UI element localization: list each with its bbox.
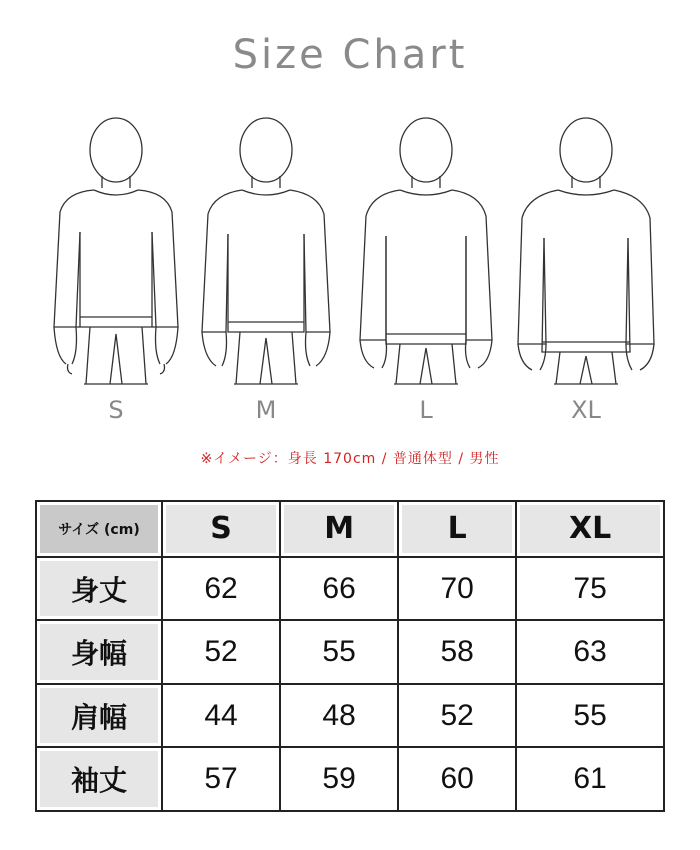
table-header-row — [37, 502, 665, 558]
page-title: Size Chart — [232, 32, 468, 78]
sweatshirt-model-icon — [36, 112, 196, 392]
column-header-m: M — [281, 502, 399, 558]
row-header: 身幅 — [37, 621, 163, 685]
size-illustrations — [0, 112, 700, 424]
table-cell: 44 — [163, 685, 281, 749]
table-cell: 59 — [281, 748, 399, 812]
table-cell: 48 — [281, 685, 399, 749]
figure-m — [186, 112, 346, 424]
sweatshirt-model-icon — [346, 112, 506, 392]
column-header-s: S — [163, 502, 281, 558]
table-cell: 52 — [399, 685, 517, 749]
table-cell: 62 — [163, 558, 281, 622]
table-cell: 70 — [399, 558, 517, 622]
table-cell: 55 — [281, 621, 399, 685]
size-table — [35, 500, 665, 812]
table-cell: 63 — [517, 621, 665, 685]
row-header: 肩幅 — [37, 685, 163, 749]
table-cell: 75 — [517, 558, 665, 622]
table-cell: 66 — [281, 558, 399, 622]
table-corner-label: サイズ (cm) — [37, 502, 163, 558]
row-header: 身丈 — [37, 558, 163, 622]
table-cell: 52 — [163, 621, 281, 685]
column-header-xl: XL — [517, 502, 665, 558]
table-row — [37, 748, 665, 812]
figure-label-m: M — [255, 396, 277, 424]
table-row — [37, 621, 665, 685]
table-row — [37, 685, 665, 749]
table-cell: 57 — [163, 748, 281, 812]
row-header: 袖丈 — [37, 748, 163, 812]
column-header-l: L — [399, 502, 517, 558]
sweatshirt-model-icon — [186, 112, 346, 392]
figure-l — [346, 112, 506, 424]
table-row — [37, 558, 665, 622]
table-cell: 61 — [517, 748, 665, 812]
sweatshirt-model-icon — [506, 112, 666, 392]
figure-label-l: L — [419, 396, 433, 424]
figure-xl — [506, 112, 666, 424]
table-cell: 60 — [399, 748, 517, 812]
figure-s — [36, 112, 196, 424]
table-cell: 58 — [399, 621, 517, 685]
table-cell: 55 — [517, 685, 665, 749]
model-note: ※イメージ：身長 170cm / 普通体型 / 男性 — [200, 451, 500, 467]
figure-label-xl: XL — [571, 396, 601, 424]
figure-label-s: S — [108, 396, 124, 424]
